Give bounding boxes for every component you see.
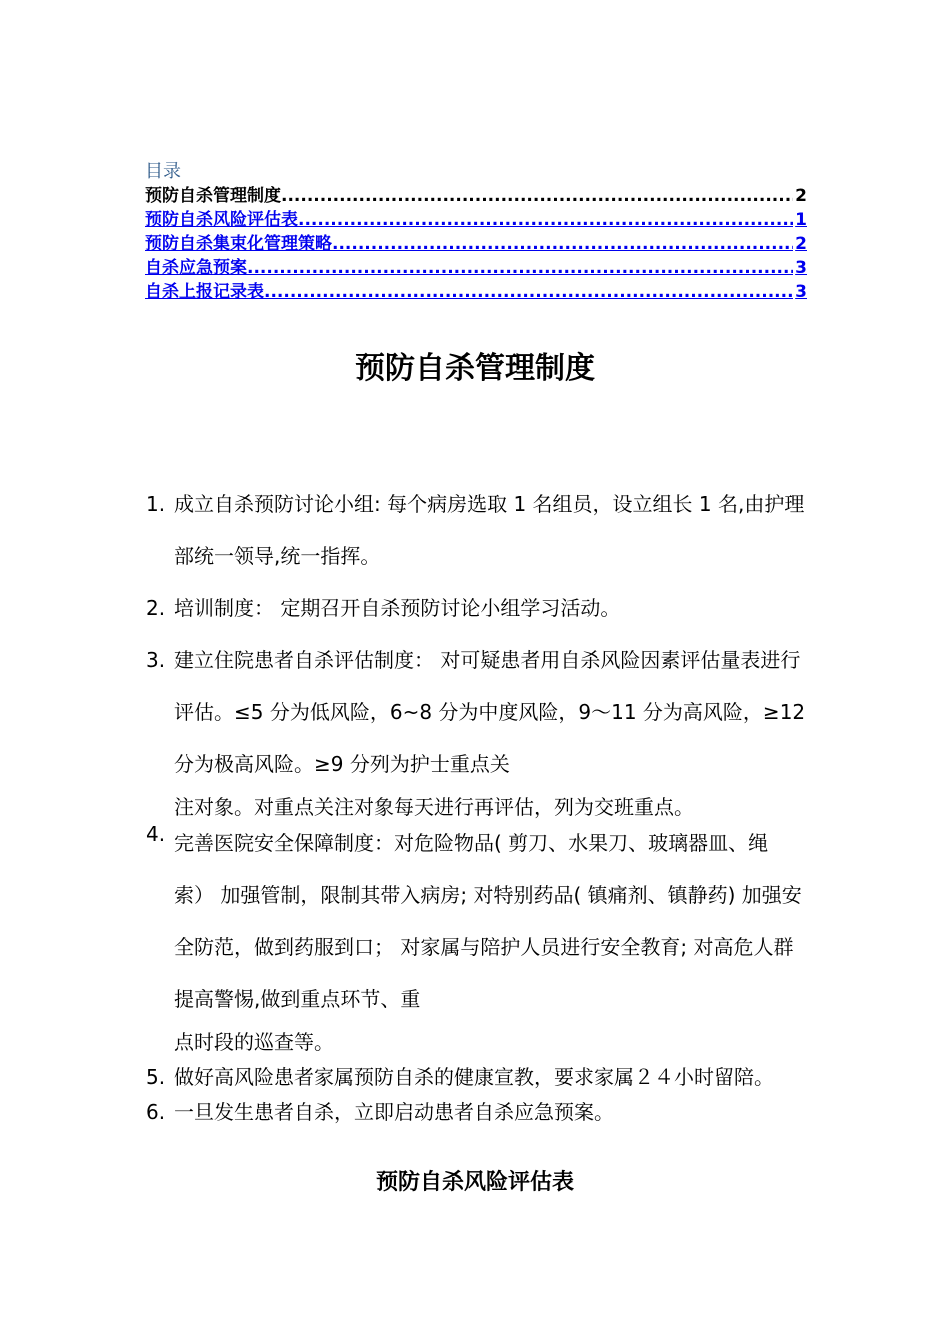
list-item <box>146 817 806 1060</box>
document-title: 预防自杀管理制度 <box>355 351 595 386</box>
table-of-contents <box>145 160 807 304</box>
list-item-number: 3. <box>146 648 166 672</box>
toc-heading: 目录 <box>145 161 181 182</box>
list-item-text: 建立住院患者自杀评估制度： 对可疑患者用自杀风险因素评估量表进行评估。≤5 分为低风险，6~8 分为中度风险，9～11 分为高风险，≥12 分为极高风险。≥9 分列为护士重点关 <box>174 648 806 776</box>
list-item <box>146 582 806 634</box>
toc-entry-title: 预防自杀集束化管理策略 <box>145 234 332 254</box>
toc-leader-dots <box>247 256 793 280</box>
list-item-text: 成立自杀预防讨论小组: 每个病房选取 1 名组员，设立组长 1 名,由护理部统一领导,统一指挥。 <box>174 492 805 568</box>
toc-entry[interactable] <box>145 184 807 208</box>
list-item-number: 5. <box>146 1065 166 1089</box>
toc-entry-page: 3 <box>795 282 807 302</box>
list-item-number: 6. <box>146 1100 166 1124</box>
toc-entry-page: 3 <box>795 258 807 278</box>
list-item-text-continued: 点时段的巡查等。 <box>174 1030 334 1054</box>
list-item-text-continued: 注对象。对重点关注对象每天进行再评估，列为交班重点。 <box>174 795 694 819</box>
toc-leader-dots <box>281 184 793 208</box>
list-item-text: 完善医院安全保障制度：对危险物品( 剪刀、水果刀、玻璃器皿、绳索） 加强管制，限制其带入病房; 对特别药品( 镇痛剂、镇静药) 加强安全防范，做到药服到口； 对家属与陪护人员进行安全教育; 对高危人群提高警惕,做到重点环节、重 <box>174 831 802 1011</box>
toc-leader-dots <box>332 232 793 256</box>
toc-entry-title: 预防自杀管理制度 <box>145 186 281 206</box>
list-item <box>146 634 806 825</box>
toc-entry-link[interactable] <box>145 280 807 304</box>
list-item-number: 1. <box>146 492 166 516</box>
list-item-number: 2. <box>146 596 166 620</box>
list-item-text: 做好高风险患者家属预防自杀的健康宣教，要求家属２４小时留陪。 <box>174 1065 774 1089</box>
list-item <box>146 478 806 582</box>
list-item <box>146 1060 806 1095</box>
list-item-text: 培训制度： 定期召开自杀预防讨论小组学习活动。 <box>174 596 621 620</box>
list-item <box>146 1095 806 1130</box>
toc-entry-page: 2 <box>795 186 807 206</box>
toc-entry-title: 预防自杀风险评估表 <box>145 210 298 230</box>
toc-leader-dots <box>264 280 793 304</box>
toc-entry-link[interactable] <box>145 256 807 280</box>
toc-entry-link[interactable] <box>145 232 807 256</box>
section-heading: 预防自杀风险评估表 <box>375 1170 574 1195</box>
policy-list <box>146 478 806 1130</box>
list-item-number: 4. <box>146 822 166 846</box>
toc-entry-page: 2 <box>795 234 807 254</box>
toc-entry-title: 自杀上报记录表 <box>145 282 264 302</box>
toc-entry-title: 自杀应急预案 <box>145 258 247 278</box>
toc-entry-page: 1 <box>795 210 807 230</box>
toc-entry-link[interactable] <box>145 208 807 232</box>
list-item-text: 一旦发生患者自杀，立即启动患者自杀应急预案。 <box>174 1100 614 1124</box>
toc-leader-dots <box>298 208 793 232</box>
